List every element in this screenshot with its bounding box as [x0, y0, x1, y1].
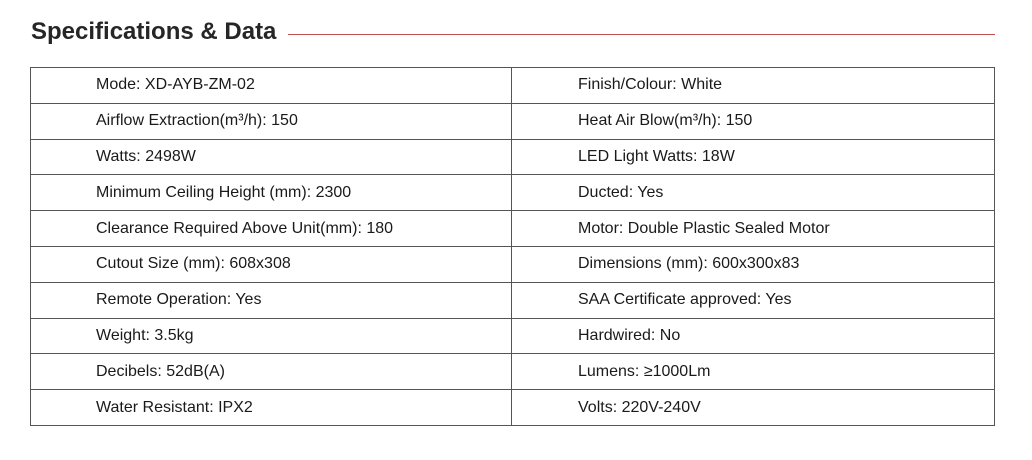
spec-row [31, 103, 995, 139]
spec-cell-right: Hardwired: No [512, 318, 995, 354]
spec-cell-left: Cutout Size (mm): 608x308 [31, 246, 512, 282]
spec-cell-left: Minimum Ceiling Height (mm): 2300 [31, 175, 512, 211]
spec-cell-right: Dimensions (mm): 600x300x83 [512, 246, 995, 282]
spec-cell-left: Decibels: 52dB(A) [31, 354, 512, 390]
section-title: Specifications & Data [31, 18, 277, 45]
spec-cell-left: Mode: XD-AYB-ZM-02 [31, 68, 512, 104]
spec-row [31, 68, 995, 104]
spec-cell-right: SAA Certificate approved: Yes [512, 282, 995, 318]
spec-cell-left: Water Resistant: IPX2 [31, 390, 512, 426]
spec-cell-right: Finish/Colour: White [512, 68, 995, 104]
spec-row [31, 390, 995, 426]
spec-cell-left: Airflow Extraction(m³/h): 150 [31, 103, 512, 139]
spec-cell-left: Remote Operation: Yes [31, 282, 512, 318]
spec-row [31, 139, 995, 175]
spec-cell-left: Weight: 3.5kg [31, 318, 512, 354]
spec-cell-right: Volts: 220V-240V [512, 390, 995, 426]
spec-cell-right: LED Light Watts: 18W [512, 139, 995, 175]
spec-cell-left: Clearance Required Above Unit(mm): 180 [31, 211, 512, 247]
spec-row [31, 211, 995, 247]
spec-cell-left: Watts: 2498W [31, 139, 512, 175]
spec-row [31, 282, 995, 318]
spec-row [31, 354, 995, 390]
spec-row [31, 175, 995, 211]
section-header [31, 14, 995, 50]
spec-cell-right: Motor: Double Plastic Sealed Motor [512, 211, 995, 247]
spec-cell-right: Heat Air Blow(m³/h): 150 [512, 103, 995, 139]
spec-row [31, 246, 995, 282]
spec-row [31, 318, 995, 354]
spec-cell-right: Ducted: Yes [512, 175, 995, 211]
spec-cell-right: Lumens: ≥1000Lm [512, 354, 995, 390]
section-divider [288, 34, 995, 35]
specifications-table [30, 67, 995, 426]
